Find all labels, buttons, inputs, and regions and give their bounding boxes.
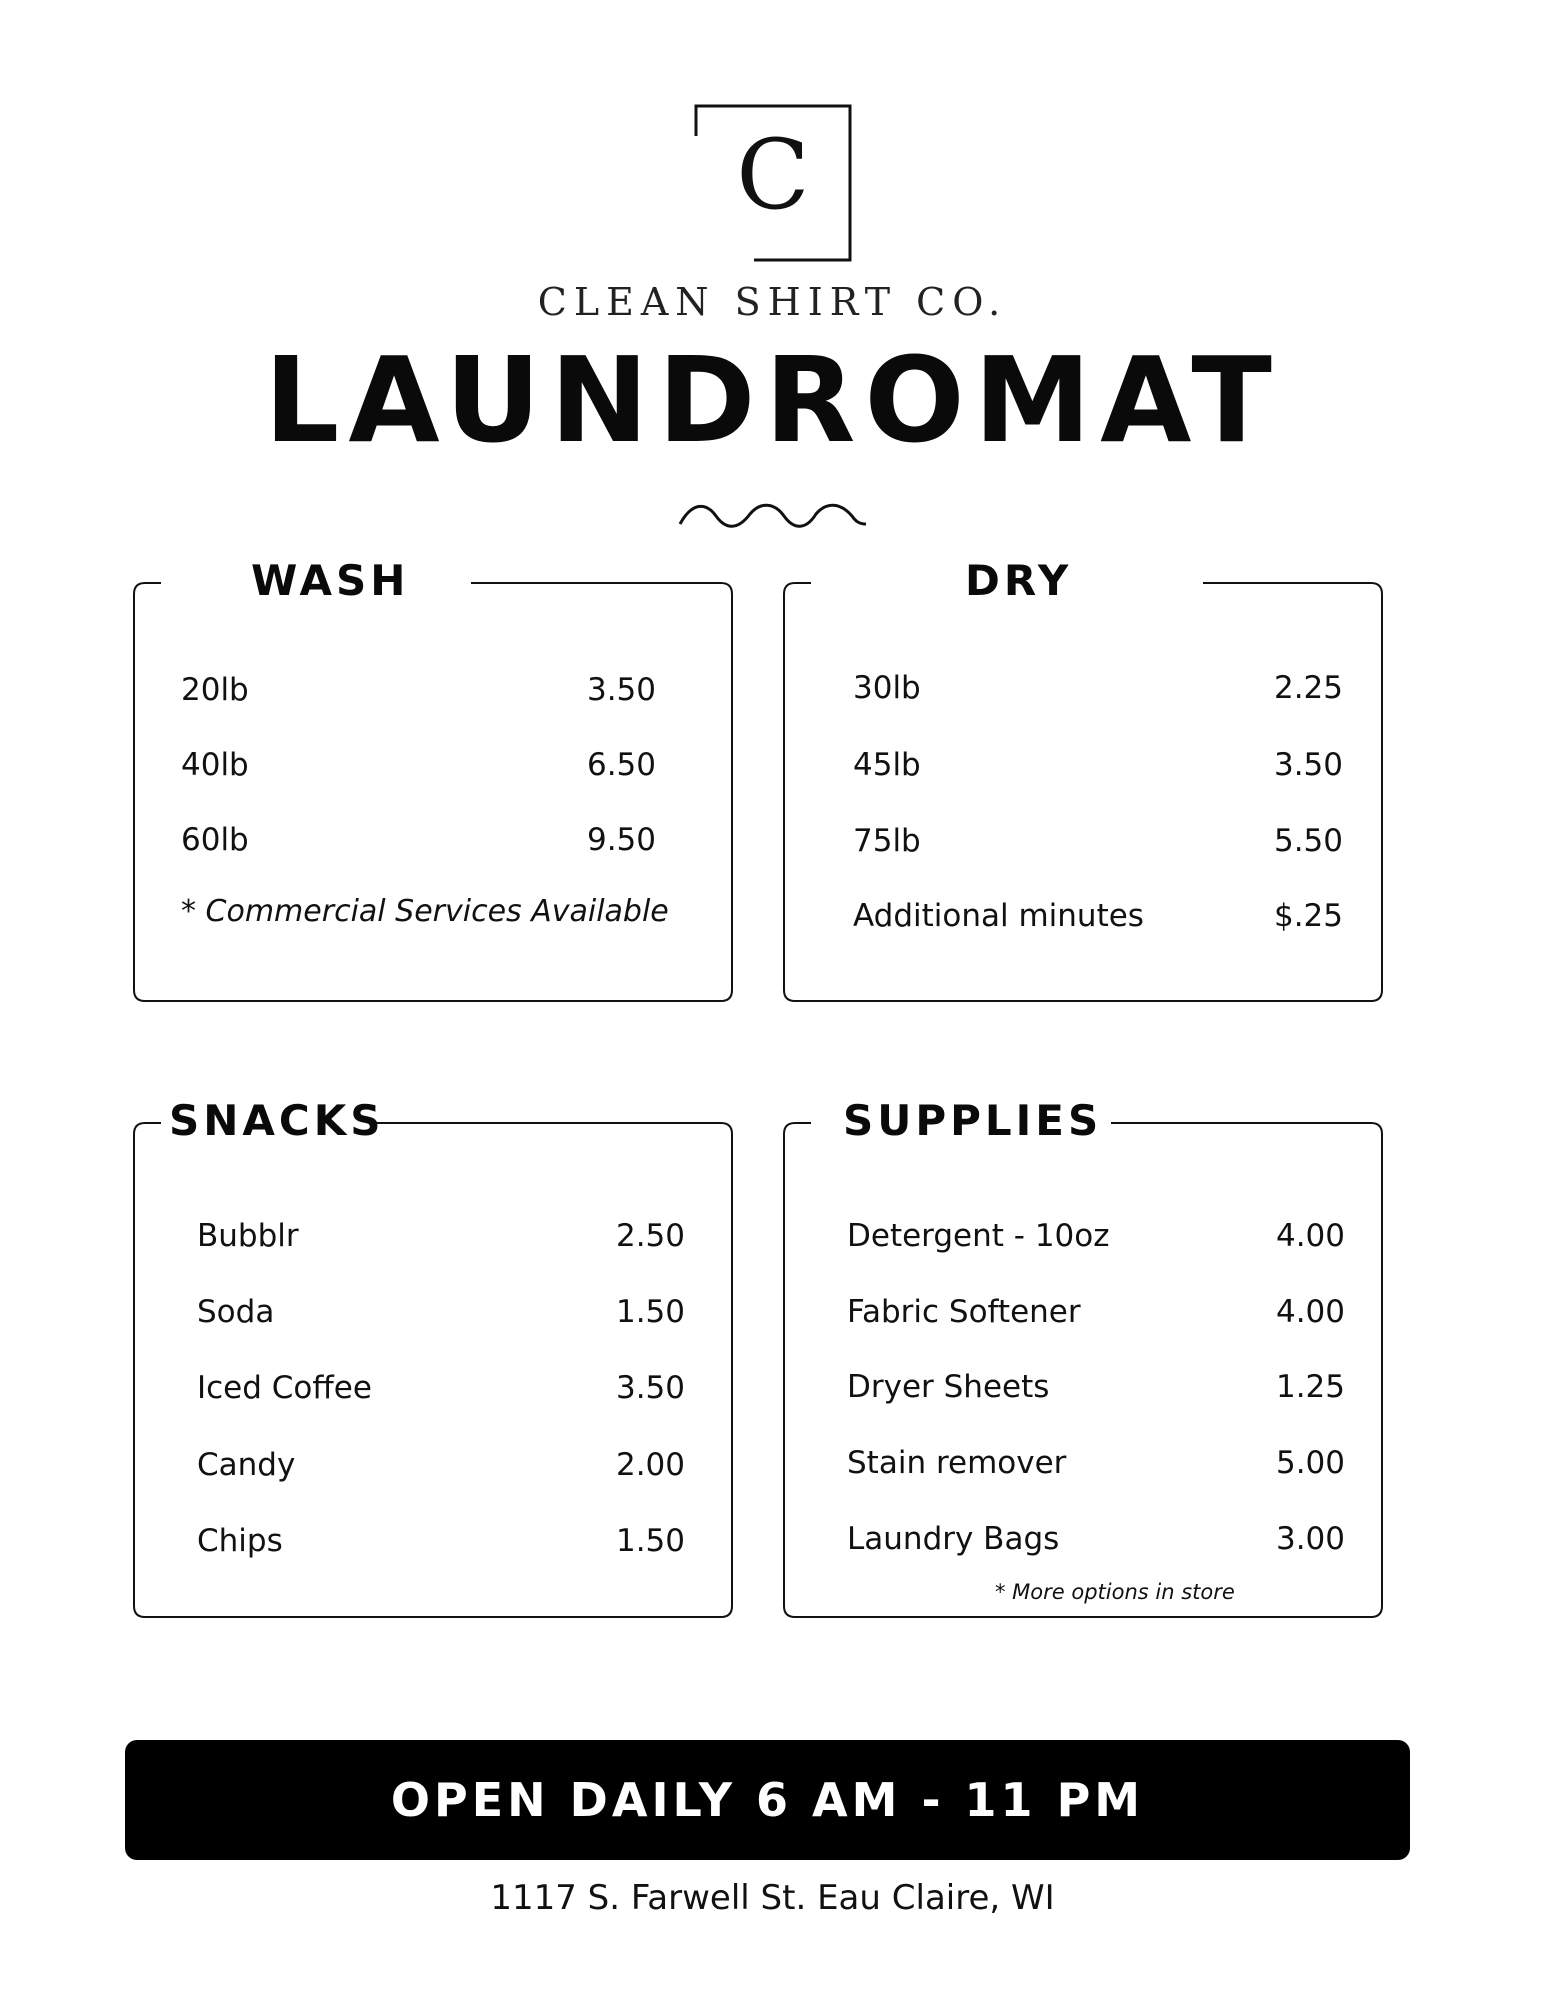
item-price: 2.50 [615, 1218, 685, 1254]
item-label: 40lb [181, 747, 249, 783]
item-price: 2.00 [615, 1447, 685, 1483]
item-label: Soda [197, 1294, 275, 1330]
item-price: 6.50 [586, 747, 656, 783]
page-title: LAUNDROMAT [264, 331, 1281, 469]
item-price: 4.00 [1275, 1294, 1345, 1330]
commercial-services-note: * Commercial Services Available [181, 894, 669, 929]
wash-title: WASH [251, 556, 410, 605]
item-price: 2.25 [1273, 670, 1343, 706]
item-label: Laundry Bags [847, 1521, 1060, 1557]
supplies-title: SUPPLIES [843, 1096, 1103, 1145]
snacks-title: SNACKS [169, 1096, 385, 1145]
item-price: $.25 [1273, 898, 1343, 934]
item-label: 75lb [853, 823, 921, 859]
item-label: 45lb [853, 747, 921, 783]
item-price: 1.50 [615, 1523, 685, 1559]
item-label: Detergent - 10oz [847, 1218, 1110, 1254]
item-price: 3.50 [586, 672, 656, 708]
hours-banner [125, 1740, 1410, 1860]
item-label: 20lb [181, 672, 249, 708]
item-label: Chips [197, 1523, 283, 1559]
item-price: 5.50 [1273, 823, 1343, 859]
item-label: 30lb [853, 670, 921, 706]
hours-text: OPEN DAILY 6 AM - 11 PM [390, 1773, 1145, 1827]
item-price: 3.50 [1273, 747, 1343, 783]
item-label: Stain remover [847, 1445, 1067, 1481]
brand-name: CLEAN SHIRT CO. [537, 280, 1008, 324]
item-price: 3.00 [1275, 1521, 1345, 1557]
item-label: Fabric Softener [847, 1294, 1081, 1330]
dry-title: DRY [965, 556, 1073, 605]
item-price: 4.00 [1275, 1218, 1345, 1254]
supplies-panel [781, 1096, 1385, 1620]
more-options-note: * More options in store [995, 1580, 1235, 1604]
item-label: Candy [197, 1447, 296, 1483]
item-price: 1.25 [1275, 1369, 1345, 1405]
logo [694, 104, 852, 262]
item-price: 3.50 [615, 1370, 685, 1406]
wash-panel [131, 556, 735, 1004]
squiggle-divider [678, 500, 868, 530]
item-label: Bubblr [197, 1218, 299, 1254]
logo-letter: C [736, 119, 810, 231]
item-label: Additional minutes [853, 898, 1144, 934]
address: 1117 S. Farwell St. Eau Claire, WI [490, 1878, 1055, 1918]
item-label: 60lb [181, 822, 249, 858]
item-price: 9.50 [586, 822, 656, 858]
snacks-panel [131, 1096, 735, 1620]
item-price: 1.50 [615, 1294, 685, 1330]
item-price: 5.00 [1275, 1445, 1345, 1481]
item-label: Iced Coffee [197, 1370, 372, 1406]
item-label: Dryer Sheets [847, 1369, 1050, 1405]
dry-panel [781, 556, 1385, 1004]
